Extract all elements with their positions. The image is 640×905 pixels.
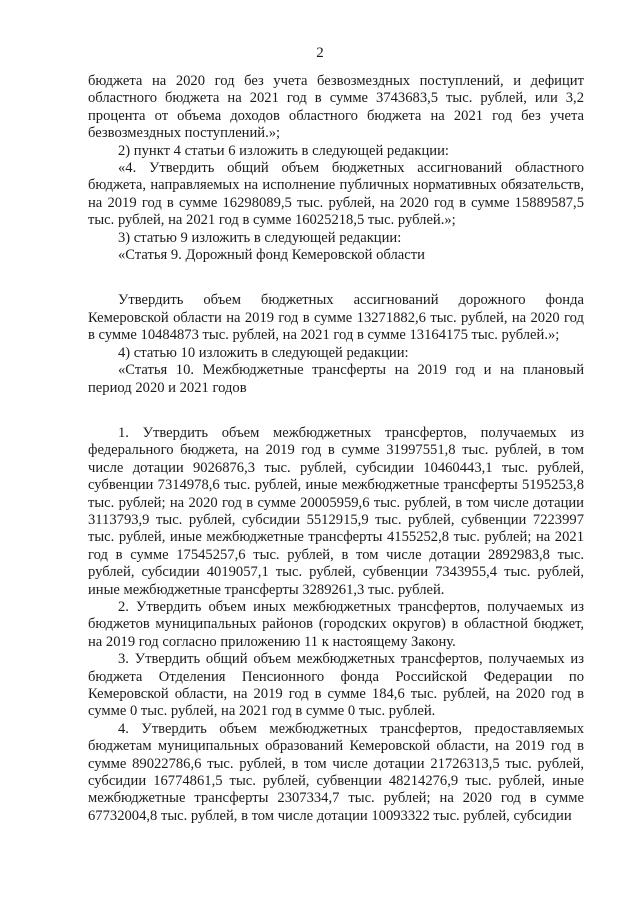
paragraph-municipal-transfers-out: 4. Утвердить объем межбюджетных трансфертов, предоставляемых бюджетам муниципальных образований Кемеровской области, на 2019 год в сумме 89022786,6 тыс. рублей, в том числе дотации 21726313,5 тыс. рублей, субсидии 16774861,5 тыс. рублей, субвенции 48214276,9 тыс. рублей, иные межбюджетные трансферты 2307334,7 тыс. рублей; на 2020 год в сумме 67732004,8 тыс. рублей, в том числе дотации 10093322 тыс. рублей, субсидии <box>88 720 584 824</box>
paragraph-municipal-transfers-in: 2. Утвердить объем иных межбюджетных трансфертов, получаемых из бюджетов муниципальных районов (городских округов) в областной бюджет, на 2019 год согласно приложению 11 к настоящему Закону. <box>88 598 584 650</box>
article-9-title: «Статья 9. Дорожный фонд Кемеровской области <box>118 247 425 264</box>
paragraph-item-4-heading: 4) статью 10 изложить в следующей редакции: <box>118 344 409 361</box>
paragraph-road-fund: Утвердить объем бюджетных ассигнований дорожного фонда Кемеровской области на 2019 год в сумме 13271882,6 тыс. рублей, на 2020 год в сумме 10484873 тыс. рублей, на 2021 год в сумме 13164175 тыс. рублей.»; <box>88 292 584 344</box>
paragraph-article-6-point-4: «4. Утвердить общий объем бюджетных ассигнований областного бюджета, направляемых на исполнение публичных нормативных обязательств, на 2019 год в сумме 16298089,5 тыс. рублей, на 2020 год в сумме 15889587,5 тыс. рублей, на 2021 год в сумме 16025218,5 тыс. рублей.»; <box>88 160 584 229</box>
page-number: 2 <box>316 45 324 61</box>
paragraph-item-2-heading: 2) пункт 4 статьи 6 изложить в следующей редакции: <box>118 142 449 159</box>
paragraph-item-3-heading: 3) статью 9 изложить в следующей редакции: <box>118 229 402 246</box>
paragraph-pension-fund-transfers: 3. Утвердить общий объем межбюджетных трансфертов, получаемых из бюджета Отделения Пенсионного фонда Российской Федерации по Кемеровской области, на 2019 год в сумме 184,6 тыс. рублей, на 2020 год в сумме 0 тыс. рублей, на 2021 год в сумме 0 тыс. рублей. <box>88 651 584 720</box>
article-10-title: «Статья 10. Межбюджетные трансферты на 2019 год и на плановый период 2020 и 2021 годов <box>88 362 584 396</box>
paragraph-federal-transfers: 1. Утвердить объем межбюджетных трансфертов, получаемых из федерального бюджета, на 2019 год в сумме 31997551,8 тыс. рублей, в том числе дотации 9026876,3 тыс. рублей, субсидии 10460443,1 тыс. рублей, субвенции 7314978,6 тыс. рублей, иные межбюджетные трансферты 5195253,8 тыс. рублей; на 2020 год в сумме 20005959,6 тыс. рублей, в том числе дотации 3113793,9 тыс. рублей, субсидии 5512915,9 тыс. рублей, субвенции 7223997 тыс. рублей, иные межбюджетные трансферты 4155252,8 тыс. рублей; на 2021 год в сумме 17545257,6 тыс. рублей, в том числе дотации 2892983,8 тыс. рублей, субсидии 4019057,1 тыс. рублей, субвенции 7343955,4 тыс. рублей, иные межбюджетные трансферты 3289261,3 тыс. рублей. <box>88 424 584 598</box>
document-body <box>88 73 584 825</box>
paragraph-deficit-continuation: бюджета на 2020 год без учета безвозмездных поступлений, и дефицит областного бюджета на 2021 год в сумме 3743683,5 тыс. рублей, или 3,2 процента от объема доходов областного бюджета на 2021 год без учета безвозмездных поступлений.»; <box>88 73 584 142</box>
